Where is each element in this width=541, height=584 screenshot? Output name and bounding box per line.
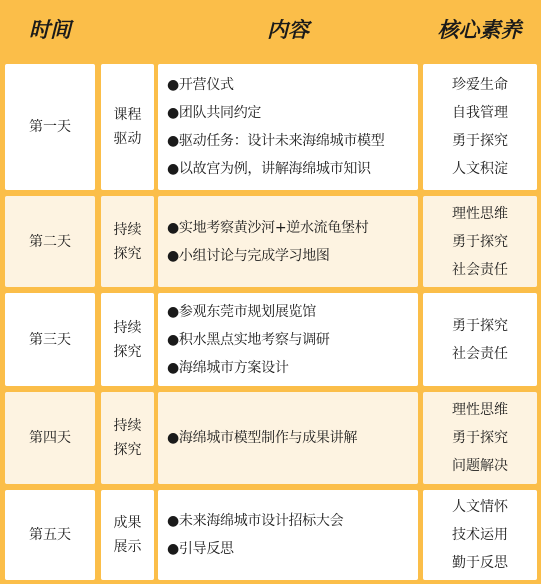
- stage-label-line: 探究: [113, 245, 142, 262]
- core-literacy-item: 勇于探究: [452, 133, 508, 149]
- stage-label-line: 成果: [113, 515, 142, 531]
- content-item: ●以故宫为例，讲解海绵城市知识: [167, 161, 371, 177]
- day-cell: [5, 196, 95, 287]
- content-item: ●实地考察黄沙河+逆水流龟堡村: [167, 219, 369, 236]
- content-item: ●积水黑点实地考察与调研: [167, 331, 330, 348]
- core-literacy-item: 问题解决: [452, 458, 508, 474]
- core-literacy-cell: [423, 196, 537, 287]
- content-item: ●开营仪式: [167, 77, 234, 93]
- stage-label-line: 驱动: [113, 131, 142, 147]
- table-row: [0, 64, 541, 190]
- stage-label-line: 持续: [113, 221, 142, 238]
- stage-cell: [101, 293, 154, 386]
- stage-label-line: 持续: [113, 319, 142, 336]
- day-cell: [5, 490, 95, 580]
- day-label: 第一天: [29, 119, 71, 135]
- content-cell: [158, 64, 418, 190]
- day-label: 第五天: [29, 527, 71, 543]
- core-literacy-item: 技术运用: [452, 527, 508, 543]
- core-literacy-item: 社会责任: [452, 261, 508, 278]
- day-label: 第二天: [29, 233, 71, 250]
- content-item: ●小组讨论与完成学习地图: [167, 247, 330, 264]
- day-label: 第四天: [29, 430, 71, 446]
- core-literacy-cell: [423, 293, 537, 386]
- core-literacy-item: 自我管理: [452, 105, 508, 121]
- content-item: ●驱动任务：设计未来海绵城市模型: [167, 133, 385, 149]
- table-header: [0, 0, 541, 60]
- header-time: 时间: [29, 18, 71, 42]
- content-cell: [158, 196, 418, 287]
- core-literacy-item: 社会责任: [452, 345, 508, 362]
- core-literacy-item: 人文积淀: [452, 161, 508, 177]
- core-literacy-item: 勇于探究: [452, 317, 508, 334]
- stage-label-line: 探究: [113, 343, 142, 360]
- stage-label-line: 课程: [113, 107, 142, 123]
- content-item: ●未来海绵城市设计招标大会: [167, 513, 344, 529]
- stage-cell: [101, 64, 154, 190]
- day-cell: [5, 392, 95, 484]
- stage-cell: [101, 196, 154, 287]
- table-row: [0, 490, 541, 580]
- day-cell: [5, 64, 95, 190]
- core-literacy-item: 勇于探究: [452, 233, 508, 250]
- core-literacy-item: 珍爱生命: [452, 77, 508, 93]
- header-content: 内容: [267, 18, 309, 42]
- content-cell: [158, 392, 418, 484]
- table-row: [0, 392, 541, 484]
- content-item: ●参观东莞市规划展览馆: [167, 303, 316, 320]
- stage-label-line: 展示: [113, 539, 142, 555]
- header-core-literacy: 核心素养: [437, 18, 522, 42]
- content-cell: [158, 293, 418, 386]
- content-item: ●海绵城市方案设计: [167, 359, 289, 376]
- core-literacy-item: 理性思维: [452, 402, 508, 418]
- core-literacy-item: 理性思维: [452, 205, 508, 222]
- content-item: ●海绵城市模型制作与成果讲解: [167, 430, 358, 446]
- stage-label-line: 探究: [113, 442, 142, 458]
- core-literacy-cell: [423, 392, 537, 484]
- content-item: ●团队共同约定: [167, 105, 262, 121]
- table-row: [0, 293, 541, 386]
- stage-label-line: 持续: [113, 418, 142, 434]
- stage-cell: [101, 490, 154, 580]
- day-label: 第三天: [29, 331, 71, 348]
- core-literacy-cell: [423, 64, 537, 190]
- table-row: [0, 196, 541, 287]
- content-cell: [158, 490, 418, 580]
- day-cell: [5, 293, 95, 386]
- core-literacy-item: 勇于探究: [452, 430, 508, 446]
- content-item: ●引导反思: [167, 541, 234, 557]
- core-literacy-cell: [423, 490, 537, 580]
- core-literacy-item: 人文情怀: [452, 499, 508, 515]
- core-literacy-item: 勤于反思: [452, 555, 508, 571]
- stage-cell: [101, 392, 154, 484]
